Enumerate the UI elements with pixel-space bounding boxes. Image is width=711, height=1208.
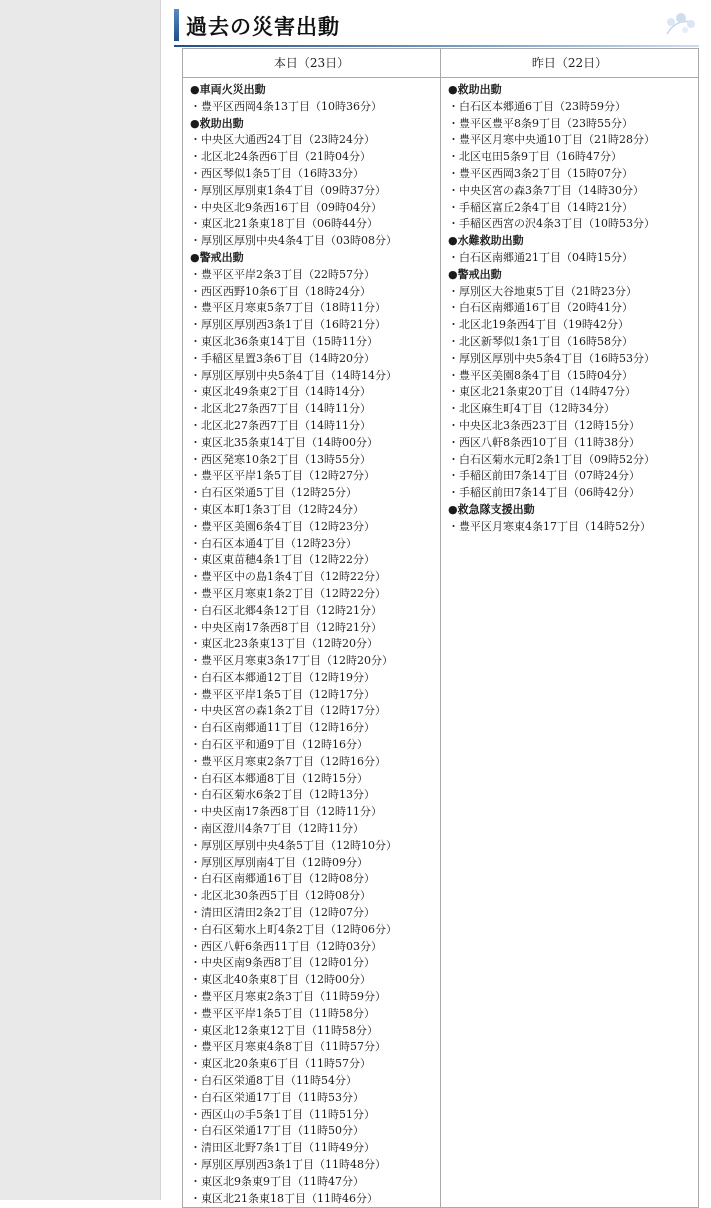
- left-sidebar: [0, 0, 161, 1200]
- dispatch-entry: ・白石区本郷通6丁目（23時59分）: [448, 99, 626, 113]
- dispatch-entry: ・厚別区厚別東1条4丁目（09時37分）: [190, 183, 386, 197]
- dispatch-entry: ・北区北30条西5丁目（12時08分）: [190, 889, 371, 903]
- category-heading: ●車両火災出動: [190, 83, 266, 96]
- dispatch-entry: ・白石区菊水6条2丁目（12時13分）: [190, 788, 375, 802]
- dispatch-entry: ・西区八軒8条西10丁目（11時38分）: [448, 435, 640, 449]
- dispatch-entry: ・豊平区月寒中央通10丁目（21時28分）: [448, 133, 655, 147]
- dispatch-entry: ・厚別区大谷地東5丁目（21時23分）: [448, 284, 637, 298]
- dispatch-entry: ・中央区北9条西16丁目（09時04分）: [190, 200, 382, 214]
- dispatch-entry: ・中央区大通西24丁目（23時24分）: [190, 133, 375, 147]
- dispatch-entry: ・豊平区平岸1条5丁目（11時58分）: [190, 1006, 375, 1020]
- dispatch-table: [182, 48, 699, 1208]
- dispatch-entry: ・西区発寒10条2丁目（13時55分）: [190, 452, 371, 466]
- dispatch-entry: ・手稲区前田7条14丁目（07時24分）: [448, 469, 640, 483]
- dispatch-entry: ・豊平区平岸2条3丁目（22時57分）: [190, 267, 375, 281]
- dispatch-entry: ・東区本町1条3丁目（12時24分）: [190, 502, 364, 516]
- dispatch-entry: ・北区新琴似1条1丁目（16時58分）: [448, 334, 633, 348]
- dispatch-entry: ・豊平区月寒東2条7丁目（12時16分）: [190, 754, 386, 768]
- dispatch-entry: ・豊平区月寒東4条8丁目（11時57分）: [190, 1040, 386, 1054]
- dispatch-entry: ・東区北23条東13丁目（12時20分）: [190, 637, 378, 651]
- dispatch-entry: ・豊平区月寒東1条2丁目（12時22分）: [190, 586, 386, 600]
- dispatch-entry: ・豊平区西岡4条13丁目（10時36分）: [190, 99, 382, 113]
- dispatch-entry: ・中央区宮の森1条2丁目（12時17分）: [190, 704, 386, 718]
- category-heading: ●救助出動: [190, 116, 244, 130]
- dispatch-entry: ・西区琴似1条5丁目（16時33分）: [190, 166, 364, 180]
- leaf-ornament-icon: [661, 10, 699, 40]
- dispatch-entry: ・白石区栄通8丁目（11時54分）: [190, 1074, 357, 1088]
- dispatch-entry: ・豊平区月寒東5条7丁目（18時11分）: [190, 301, 386, 315]
- category-heading: ●警戒出動: [190, 250, 244, 264]
- today-column: [183, 49, 441, 1207]
- dispatch-entry: ・南区澄川4条7丁目（12時11分）: [190, 822, 364, 836]
- dispatch-entry: ・白石区本通4丁目（12時23分）: [190, 536, 357, 550]
- dispatch-entry: ・豊平区西岡3条2丁目（15時07分）: [448, 166, 633, 180]
- dispatch-entry: ・東区北49条東2丁目（14時14分）: [190, 385, 371, 399]
- dispatch-entry: ・白石区栄通5丁目（12時25分）: [190, 486, 357, 500]
- dispatch-entry: ・東区北36条東14丁目（15時11分）: [190, 334, 378, 348]
- header-underline: [174, 45, 699, 47]
- dispatch-entry: ・北区屯田5条9丁目（16時47分）: [448, 150, 622, 164]
- dispatch-entry: ・手稲区富丘2条4丁目（14時21分）: [448, 200, 633, 214]
- dispatch-entry: ・北区北19条西4丁目（19時42分）: [448, 318, 629, 332]
- dispatch-entry: ・北区北27条西7丁目（14時11分）: [190, 418, 371, 432]
- header-accent-bar: [174, 9, 179, 41]
- dispatch-entry: ・中央区南9条西8丁目（12時01分）: [190, 956, 375, 970]
- dispatch-entry: ・豊平区月寒東4条17丁目（14時52分）: [448, 519, 651, 533]
- dispatch-entry: ・中央区北3条西23丁目（12時15分）: [448, 418, 640, 432]
- dispatch-entry: ・手稲区西宮の沢4条3丁目（10時53分）: [448, 217, 655, 231]
- dispatch-entry: ・清田区北野7条1丁目（11時49分）: [190, 1141, 375, 1155]
- dispatch-entry: ・中央区南17条西8丁目（12時21分）: [190, 620, 382, 634]
- dispatch-entry: ・豊平区美園6条4丁目（12時23分）: [190, 519, 375, 533]
- dispatch-entry: ・白石区南郷通11丁目（12時16分）: [190, 721, 375, 735]
- dispatch-entry: ・西区山の手5条1丁目（11時51分）: [190, 1107, 375, 1121]
- dispatch-entry: ・厚別区厚別西3条1丁目（11時48分）: [190, 1158, 386, 1171]
- dispatch-entry: ・白石区栄通17丁目（11時50分）: [190, 1124, 364, 1138]
- dispatch-entry: ・豊平区平岸1条5丁目（12時27分）: [190, 469, 375, 483]
- dispatch-entry: ・白石区本郷通8丁目（12時15分）: [190, 771, 368, 785]
- dispatch-entry: ・白石区南郷通21丁目（04時15分）: [448, 250, 633, 264]
- category-heading: ●救急隊支援出動: [448, 502, 535, 516]
- dispatch-entry: ・北区麻生町4丁目（12時34分）: [448, 402, 615, 416]
- dispatch-entry: ・白石区南郷通16丁目（20時41分）: [448, 301, 633, 315]
- dispatch-entry: ・中央区南17条西8丁目（12時11分）: [190, 805, 382, 819]
- dispatch-entry: ・豊平区月寒東2条3丁目（11時59分）: [190, 990, 386, 1004]
- dispatch-entry: ・東区北9条東9丁目（11時47分）: [190, 1174, 364, 1188]
- dispatch-entry: ・北区北27条西7丁目（14時11分）: [190, 402, 371, 416]
- yesterday-column-header: 昨日（22日）: [441, 49, 698, 78]
- dispatch-entry: ・豊平区中の島1条4丁目（12時22分）: [190, 570, 386, 584]
- yesterday-column: [441, 49, 698, 1207]
- dispatch-entry: ・東区北21条東20丁目（14時47分）: [448, 385, 636, 399]
- dispatch-entry: ・白石区菊水元町2条1丁目（09時52分）: [448, 452, 655, 466]
- page-title: 過去の災害出動: [186, 15, 340, 39]
- dispatch-entry: ・厚別区厚別西3条1丁目（16時21分）: [190, 318, 386, 332]
- dispatch-entry: ・北区北24条西6丁目（21時04分）: [190, 150, 371, 164]
- yesterday-entries: [441, 78, 698, 536]
- dispatch-entry: ・白石区南郷通16丁目（12時08分）: [190, 872, 375, 886]
- category-heading: ●救助出動: [448, 83, 502, 96]
- dispatch-entry: ・豊平区美園8条4丁目（15時04分）: [448, 368, 633, 382]
- dispatch-entry: ・白石区菊水上町4条2丁目（12時06分）: [190, 922, 397, 936]
- dispatch-entry: ・豊平区月寒東3条17丁目（12時20分）: [190, 654, 393, 668]
- dispatch-entry: ・東区北21条東18丁目（06時44分）: [190, 217, 378, 231]
- section-header: [174, 8, 699, 42]
- dispatch-entry: ・厚別区厚別南4丁目（12時09分）: [190, 855, 368, 869]
- dispatch-entry: ・東区北40条東8丁目（12時00分）: [190, 973, 371, 987]
- dispatch-entry: ・東区北35条東14丁目（14時00分）: [190, 435, 378, 449]
- dispatch-entry: ・豊平区平岸1条5丁目（12時17分）: [190, 687, 375, 701]
- dispatch-entry: ・西区八軒6条西11丁目（12時03分）: [190, 939, 382, 953]
- dispatch-entry: ・清田区清田2条2丁目（12時07分）: [190, 906, 375, 920]
- dispatch-entry: ・豊平区豊平8条9丁目（23時55分）: [448, 116, 633, 130]
- dispatch-entry: ・厚別区厚別中央4条5丁目（12時10分）: [190, 838, 397, 852]
- dispatch-entry: ・厚別区厚別中央5条4丁目（16時53分）: [448, 351, 655, 365]
- dispatch-entry: ・白石区平和通9丁目（12時16分）: [190, 738, 368, 752]
- dispatch-entry: ・白石区北郷4条12丁目（12時21分）: [190, 603, 382, 617]
- dispatch-entry: ・中央区宮の森3条7丁目（14時30分）: [448, 183, 644, 197]
- dispatch-entry: ・東区北20条東6丁目（11時57分）: [190, 1057, 371, 1071]
- dispatch-entry: ・手稲区前田7条14丁目（06時42分）: [448, 486, 640, 500]
- dispatch-entry: ・東区北12条東12丁目（11時58分）: [190, 1023, 378, 1037]
- category-heading: ●水難救助出動: [448, 234, 524, 248]
- dispatch-entry: ・東区東苗穂4条1丁目（12時22分）: [190, 553, 375, 567]
- today-column-header: 本日（23日）: [183, 49, 440, 78]
- today-entries: [183, 78, 440, 1207]
- dispatch-entry: ・東区北21条東18丁目（11時46分）: [190, 1191, 378, 1205]
- dispatch-entry: ・厚別区厚別中央4条4丁目（03時08分）: [190, 234, 397, 248]
- dispatch-entry: ・手稲区星置3条6丁目（14時20分）: [190, 351, 375, 365]
- dispatch-entry: ・白石区栄通17丁目（11時53分）: [190, 1090, 364, 1104]
- category-heading: ●警戒出動: [448, 267, 502, 281]
- dispatch-entry: ・厚別区厚別中央5条4丁目（14時14分）: [190, 368, 397, 382]
- dispatch-entry: ・西区西野10条6丁目（18時24分）: [190, 284, 371, 298]
- dispatch-entry: ・白石区本郷通12丁目（12時19分）: [190, 670, 375, 684]
